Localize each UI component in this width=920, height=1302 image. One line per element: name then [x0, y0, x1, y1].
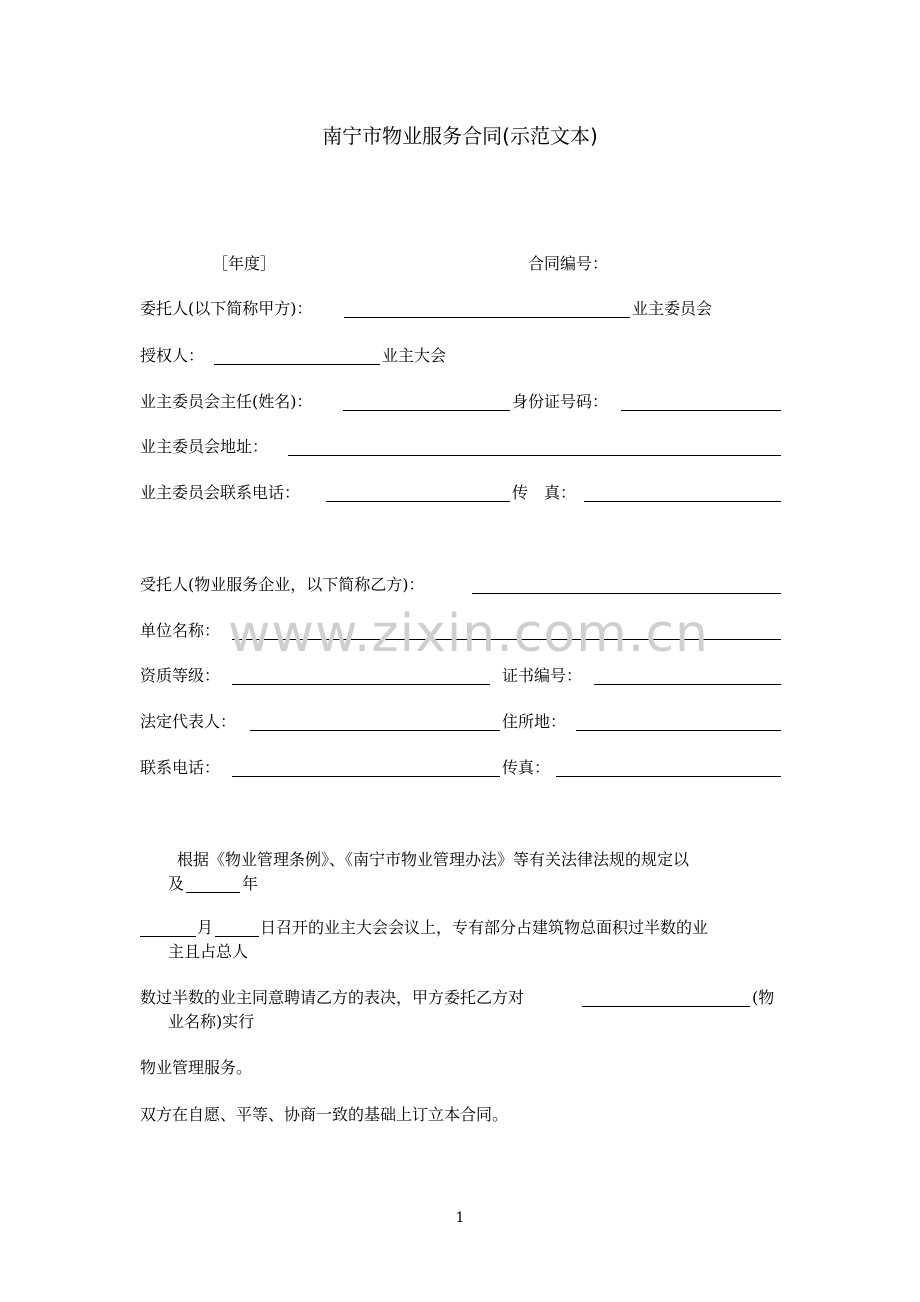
- company-fax-blank[interactable]: [556, 776, 781, 777]
- qualification-blank[interactable]: [232, 684, 490, 685]
- contract-number-label: 合同编号：: [528, 254, 609, 273]
- committee-fax-blank[interactable]: [584, 501, 781, 502]
- authorizer-suffix: 业主大会: [382, 346, 447, 365]
- month-blank[interactable]: [140, 936, 196, 937]
- trustee-label: 受托人(物业服务企业，以下简称乙方)：: [140, 575, 425, 594]
- preamble-p3-line1: 数过半数的业主同意聘请乙方的表决，甲方委托乙方对: [140, 988, 525, 1007]
- day-blank[interactable]: [215, 936, 259, 937]
- id-number-label: 身份证号码：: [512, 392, 609, 411]
- unit-name-label: 单位名称：: [140, 621, 221, 640]
- preamble-p4: 物业管理服务。: [140, 1058, 253, 1077]
- property-name-blank[interactable]: [582, 1006, 750, 1007]
- committee-fax-label: 传 真：: [512, 483, 577, 502]
- company-phone-blank[interactable]: [232, 776, 500, 777]
- company-phone-label: 联系电话：: [140, 758, 221, 777]
- preamble-p2-line2: 主且占总人: [168, 942, 249, 961]
- preamble-p3-line2: 业名称)实行: [168, 1012, 255, 1031]
- id-number-blank[interactable]: [621, 410, 781, 411]
- legal-representative-label: 法定代表人：: [140, 712, 237, 731]
- director-label: 业主委员会主任(姓名)：: [140, 392, 313, 411]
- preamble-p5: 双方在自愿、平等、协商一致的基础上订立本合同。: [140, 1105, 509, 1124]
- watermark: www.zixin.com.cn: [228, 604, 709, 664]
- preamble-p1-line2-suffix: 年: [242, 874, 259, 893]
- committee-phone-blank[interactable]: [326, 501, 510, 502]
- client-suffix: 业主委员会: [632, 299, 713, 318]
- authorizer-label: 授权人：: [140, 346, 205, 365]
- committee-address-blank[interactable]: [288, 455, 781, 456]
- authorizer-blank[interactable]: [214, 364, 380, 365]
- preamble-month: 月: [197, 918, 214, 937]
- year-blank[interactable]: [186, 892, 240, 893]
- director-blank[interactable]: [343, 410, 510, 411]
- residence-label: 住所地：: [502, 712, 567, 731]
- committee-address-label: 业主委员会地址：: [140, 437, 269, 456]
- company-fax-label: 传真：: [502, 758, 551, 777]
- trustee-blank[interactable]: [472, 593, 781, 594]
- page-number: 1: [455, 1210, 465, 1226]
- preamble-p1-line2-prefix: 及: [168, 874, 185, 893]
- preamble-p1-line1: 根据《物业管理条例》、《南宁市物业管理办法》等有关法律法规的规定以: [177, 850, 690, 869]
- certificate-number-label: 证书编号：: [502, 666, 583, 685]
- client-label: 委托人(以下简称甲方)：: [140, 299, 313, 318]
- legal-representative-blank[interactable]: [250, 730, 500, 731]
- preamble-p2-line1: 日召开的业主大会会议上，专有部分占建筑物总面积过半数的业: [260, 918, 709, 937]
- committee-phone-label: 业主委员会联系电话：: [140, 483, 301, 502]
- preamble-p3-line1-suffix: (物: [752, 988, 775, 1007]
- client-blank[interactable]: [344, 317, 630, 318]
- year-label: ［年度］: [212, 254, 277, 273]
- residence-blank[interactable]: [576, 730, 781, 731]
- certificate-number-blank[interactable]: [594, 684, 781, 685]
- document-title: 南宁市物业服务合同(示范文本): [322, 124, 598, 148]
- qualification-label: 资质等级：: [140, 666, 221, 685]
